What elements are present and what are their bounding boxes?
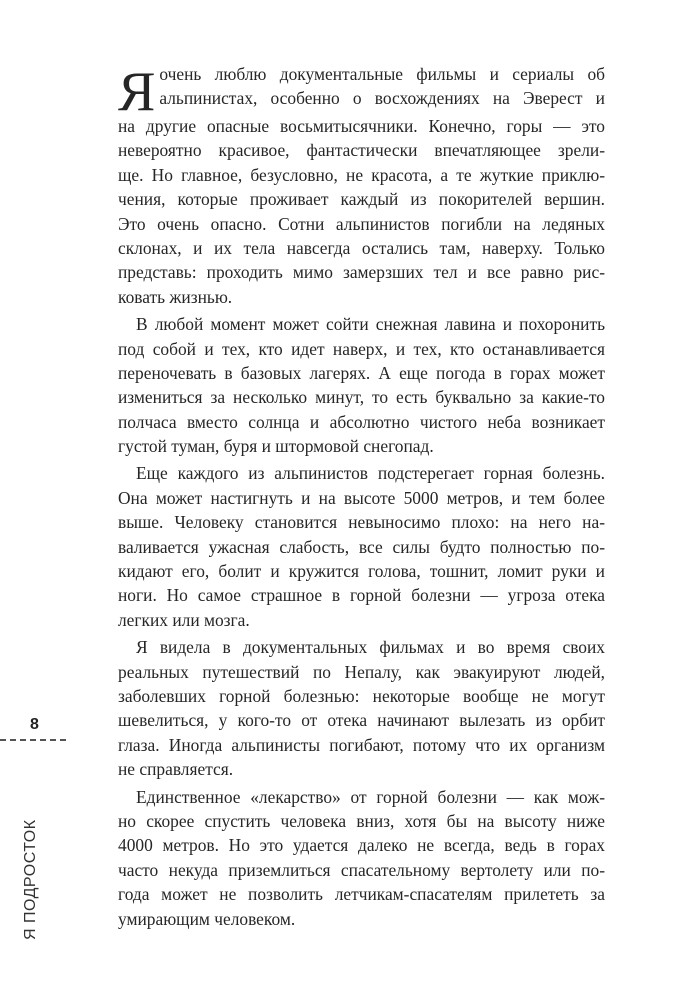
margin-dashed-rule [0,739,66,741]
paragraph-2 [118,312,605,458]
paragraph-1 [118,62,605,309]
text-line: чения, которые проживает каждый из покорителей вершин. [118,189,605,210]
text-line: альпинистах, особенно о восхождениях на Эверест и [159,88,605,109]
text-line: ноги. Но самое страшное в горной болезни — угроза отека [118,585,605,606]
text-line: но скорее спустить человека вниз, хотя бы на высоту ниже [118,810,605,831]
text-line: глаза. Иногда альпинисты погибают, потому что их организм [118,734,605,755]
text-line: невероятно красивое, фантастически впечатляющее зрели- [118,140,605,161]
text-line: валивается ужасная слабость, все силы будто полностью по- [118,536,605,557]
text-line: переночевать в базовых лагерях. А еще погода в горах может [118,362,605,383]
text-line: склонах, и их тела навсегда остались там, наверху. Только [118,237,605,258]
text-line: очень люблю документальные фильмы и сериалы об [159,64,605,84]
text-line: под собой и тех, кто идет наверх, и тех, кто останавливается [118,338,605,359]
text-line: Я видела в документальных фильмах и во время своих [136,637,605,658]
paragraph-5 [118,785,605,931]
text-line: не справляется. [118,759,234,780]
running-head [22,770,46,940]
text-line: выше. Человеку становится невыносимо плохо: на него на- [118,512,605,533]
paragraph-4 [118,635,605,781]
running-head-text: Я ПОДРОСТОК [22,819,39,940]
text-line: ще. Но главное, безусловно, не красота, а те жуткие приклю- [118,164,605,185]
text-line: реальных путешествий по Непалу, как эвакуируют людей, [118,661,605,682]
text-line: Единственное «лекарство» от горной болезни — как мож- [136,786,605,807]
text-line: В любой момент может сойти снежная лавина и похоронить [136,314,605,335]
page-number: 8 [30,716,39,733]
text-line: заболевших горной болезнью: некоторые вообще не могут [118,685,605,706]
text-line: ковать жизнью. [118,286,233,307]
text-line: 4000 метров. Но это удается далеко не всегда, ведь в горах [118,835,605,856]
text-line: на другие опасные восьмитысячники. Конечно, горы — это [118,116,605,136]
text-line: Она может настигнуть и на высоте 5000 метров, и тем более [118,487,605,508]
body-text [118,62,605,934]
text-line: густой туман, буря и штормовой снегопад. [118,436,434,457]
text-line: представь: проходить мимо замерзших тел и все равно рис- [118,262,605,283]
text-line: Еще каждого из альпинистов подстерегает горная болезнь. [136,463,605,484]
text-line: кидают его, болит и кружится голова, тошнит, ломит руки и [118,561,605,582]
text-line: полчаса вместо солнца и абсолютно чистого неба возникает [118,411,605,432]
text-line: года может не позволить летчикам-спасателям прилететь за [118,884,605,905]
text-line: измениться за несколько минут, то есть буквально за какие-то [118,387,605,408]
paragraph-3 [118,461,605,632]
drop-cap: Я [118,61,156,123]
text-line: шевелиться, у кого-то от отека начинают вылезать из орбит [118,710,605,731]
text-line: Это очень опасно. Сотни альпинистов погибли на ледяных [118,213,605,234]
text-line: часто некуда приземлиться спасательному вертолету или по- [118,859,605,880]
text-line: легких или мозга. [118,609,250,630]
text-line: умирающим человеком. [118,908,296,929]
